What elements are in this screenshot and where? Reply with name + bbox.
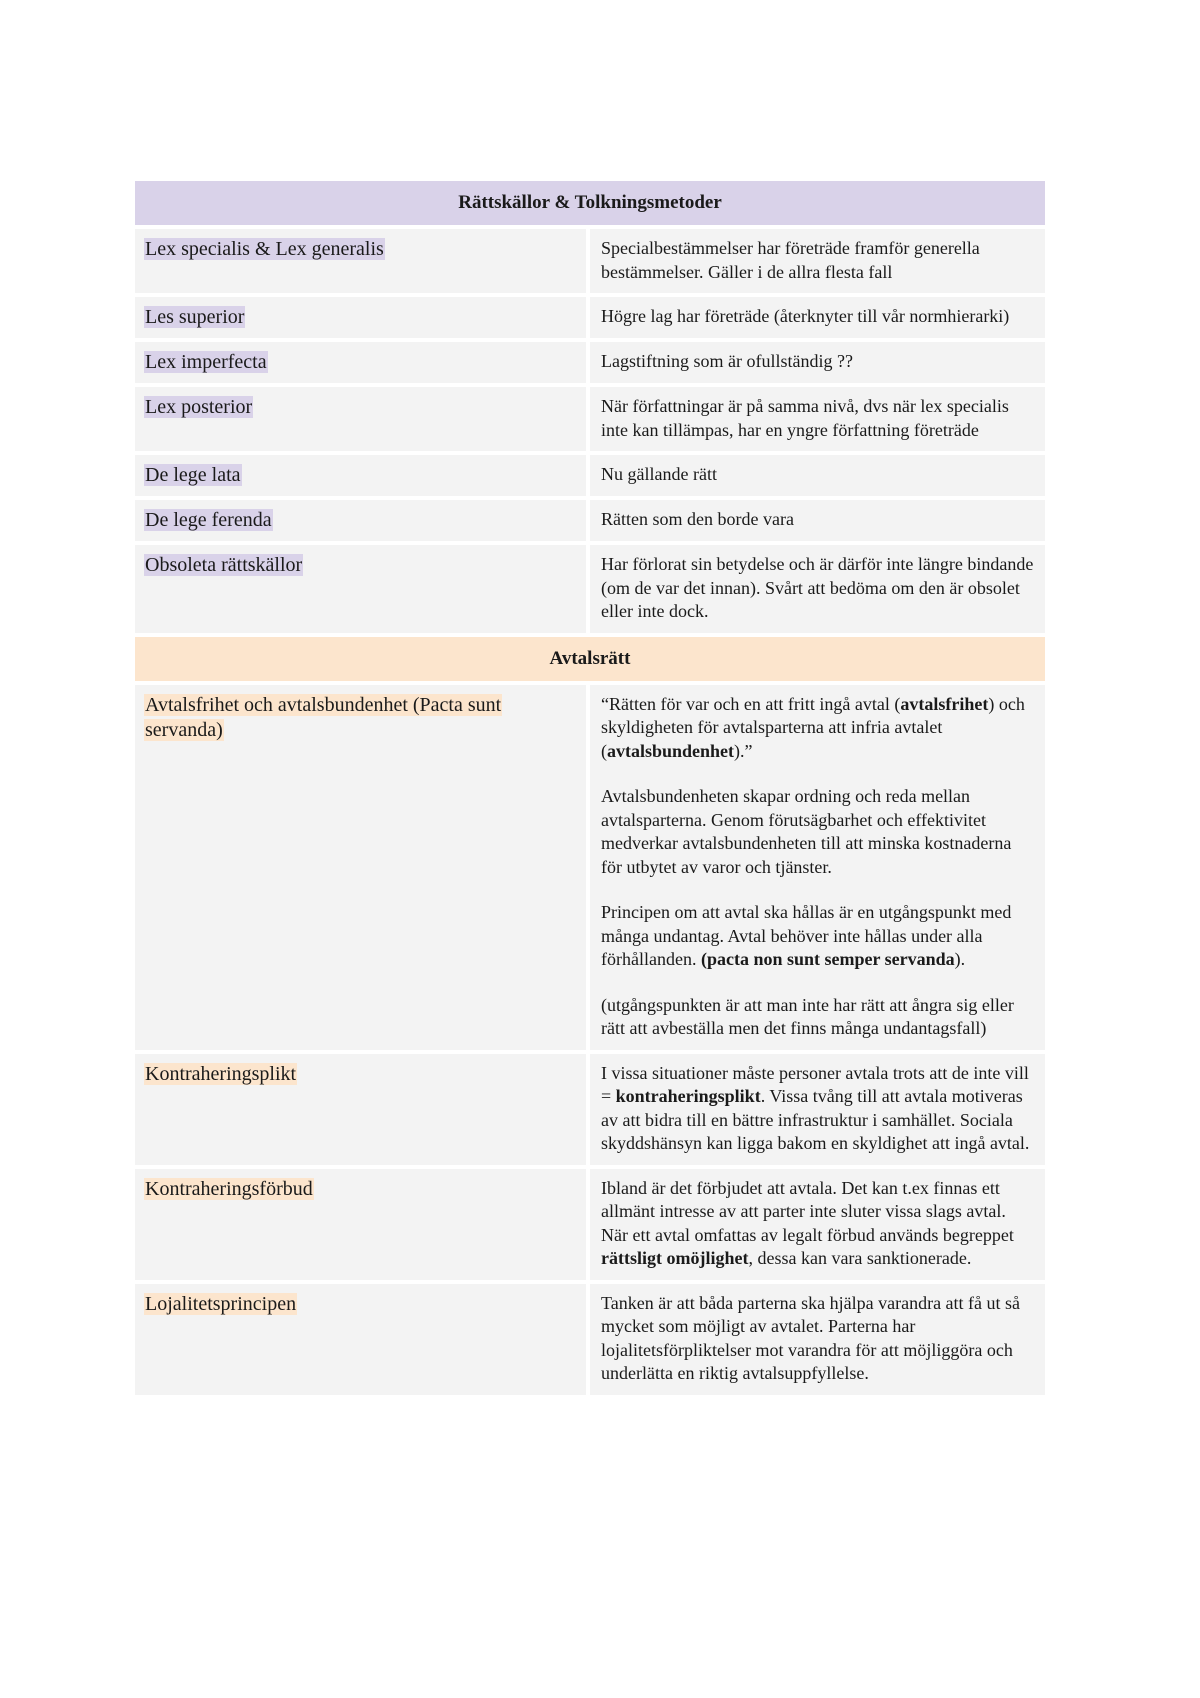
term-cell	[135, 387, 590, 451]
description-cell	[590, 455, 1045, 496]
description-cell	[590, 1054, 1045, 1165]
term-label: Avtalsfrihet och avtalsbundenhet (Pacta sunt servanda)	[145, 693, 502, 741]
term-label: Les superior	[145, 306, 245, 328]
description-cell	[590, 500, 1045, 541]
table-row	[135, 297, 1045, 338]
description-paragraph: Avtalsbundenheten skapar ordning och reda mellan avtalsparterna. Genom förutsägbarhet och effektivitet medverkar avtalsbundenheten till att minska kostnaderna för utbytet av varor och tjänster.	[601, 786, 1012, 877]
term-label: Lex specialis & Lex generalis	[145, 238, 384, 260]
description-cell	[590, 342, 1045, 383]
term-cell	[135, 545, 590, 633]
section-header-avtalsratt: Avtalsrätt	[135, 637, 1045, 681]
description-paragraph: “Rätten för var och en att fritt ingå avtal (avtalsfrihet) och skyldigheten för avtalsparterna att infria avtalet (avtalsbundenhet).”	[601, 693, 1025, 761]
term-label: De lege ferenda	[145, 509, 272, 531]
section-header-row-avtalsratt	[135, 637, 1045, 681]
table-row	[135, 342, 1045, 383]
term-label: Obsoleta rättskällor	[145, 554, 303, 576]
description-cell	[590, 545, 1045, 633]
description-paragraph: Tanken är att båda parterna ska hjälpa varandra att få ut så mycket som möjligt av avtalet. Parterna har lojalitetsförpliktelser mot varandra för att möjliggöra och underlätta en riktig avtalsuppfyllelse.	[601, 1292, 1021, 1383]
term-cell	[135, 1054, 590, 1165]
description-paragraph: Specialbestämmelser har företräde framför generella bestämmelser. Gäller i de allra flesta fall	[601, 238, 980, 282]
term-cell	[135, 1169, 590, 1280]
term-label: De lege lata	[145, 464, 241, 486]
term-cell	[135, 455, 590, 496]
table-row	[135, 387, 1045, 451]
bold-term: kontraheringsplikt	[615, 1086, 761, 1106]
table-row	[135, 455, 1045, 496]
description-cell	[590, 1284, 1045, 1395]
description-paragraph: Har förlorat sin betydelse och är därför inte längre bindande (om de var det innan). Svårt att bedöma om den är obsolet eller inte dock.	[601, 554, 1034, 621]
table-row	[135, 685, 1045, 1050]
term-cell	[135, 229, 590, 293]
description-cell	[590, 387, 1045, 451]
bold-term: rättsligt omöjlighet	[601, 1248, 749, 1268]
notes-table	[135, 177, 1045, 1399]
description-paragraph: Lagstiftning som är ofullständig ??	[601, 351, 853, 371]
notes-table-body	[135, 181, 1045, 1395]
term-cell	[135, 1284, 590, 1395]
description-paragraph: Principen om att avtal ska hållas är en utgångspunkt med många undantag. Avtal behöver inte hållas under alla förhållanden. (pacta non sunt semper servanda).	[601, 902, 1012, 969]
table-row	[135, 545, 1045, 633]
term-label: Kontraheringsplikt	[145, 1062, 297, 1085]
bold-term: avtalsbundenhet	[607, 740, 735, 761]
description-cell	[590, 297, 1045, 338]
term-cell	[135, 297, 590, 338]
section-header-row-rattskallor	[135, 181, 1045, 225]
term-label: Kontraheringsförbud	[145, 1177, 313, 1200]
description-paragraph: När författningar är på samma nivå, dvs när lex specialis inte kan tillämpas, har en yngre författning företräde	[601, 396, 1009, 440]
term-cell	[135, 500, 590, 541]
term-cell	[135, 685, 590, 1050]
description-cell	[590, 1169, 1045, 1280]
table-row	[135, 229, 1045, 293]
table-row	[135, 1284, 1045, 1395]
table-row	[135, 1169, 1045, 1280]
description-paragraph: Nu gällande rätt	[601, 464, 717, 484]
description-paragraph: I vissa situationer måste personer avtala trots att de inte vill = kontraheringsplikt. Vissa tvång till att avtala motiveras av att bidra till en bättre infrastruktur i samhället. Sociala skyddshänsyn kan ligga bakom en skyldighet att ingå avtal.	[601, 1062, 1030, 1153]
term-cell	[135, 342, 590, 383]
description-paragraph: Högre lag har företräde (återknyter till vår normhierarki)	[601, 306, 1010, 326]
description-paragraph: Rätten som den borde vara	[601, 509, 794, 529]
description-cell	[590, 229, 1045, 293]
description-cell	[590, 685, 1045, 1050]
bold-term: avtalsfrihet	[900, 693, 989, 714]
description-paragraph: Ibland är det förbjudet att avtala. Det kan t.ex finnas ett allmänt intresse av att parter inte sluter vissa slags avtal. När ett avtal omfattas av legalt förbud används begreppet rättsligt omöjlighet, dessa kan vara sanktionerade.	[601, 1177, 1014, 1268]
term-label: Lex posterior	[145, 396, 253, 418]
description-paragraph: (utgångspunkten är att man inte har rätt att ångra sig eller rätt att avbeställa men det finns många undantagsfall)	[601, 994, 1014, 1038]
bold-term: (pacta non sunt semper servanda	[700, 949, 955, 969]
term-label: Lojalitetsprincipen	[145, 1292, 297, 1315]
term-label: Lex imperfecta	[145, 351, 267, 373]
table-row	[135, 1054, 1045, 1165]
table-row	[135, 500, 1045, 541]
section-header-rattskallor: Rättskällor & Tolkningsmetoder	[135, 181, 1045, 225]
